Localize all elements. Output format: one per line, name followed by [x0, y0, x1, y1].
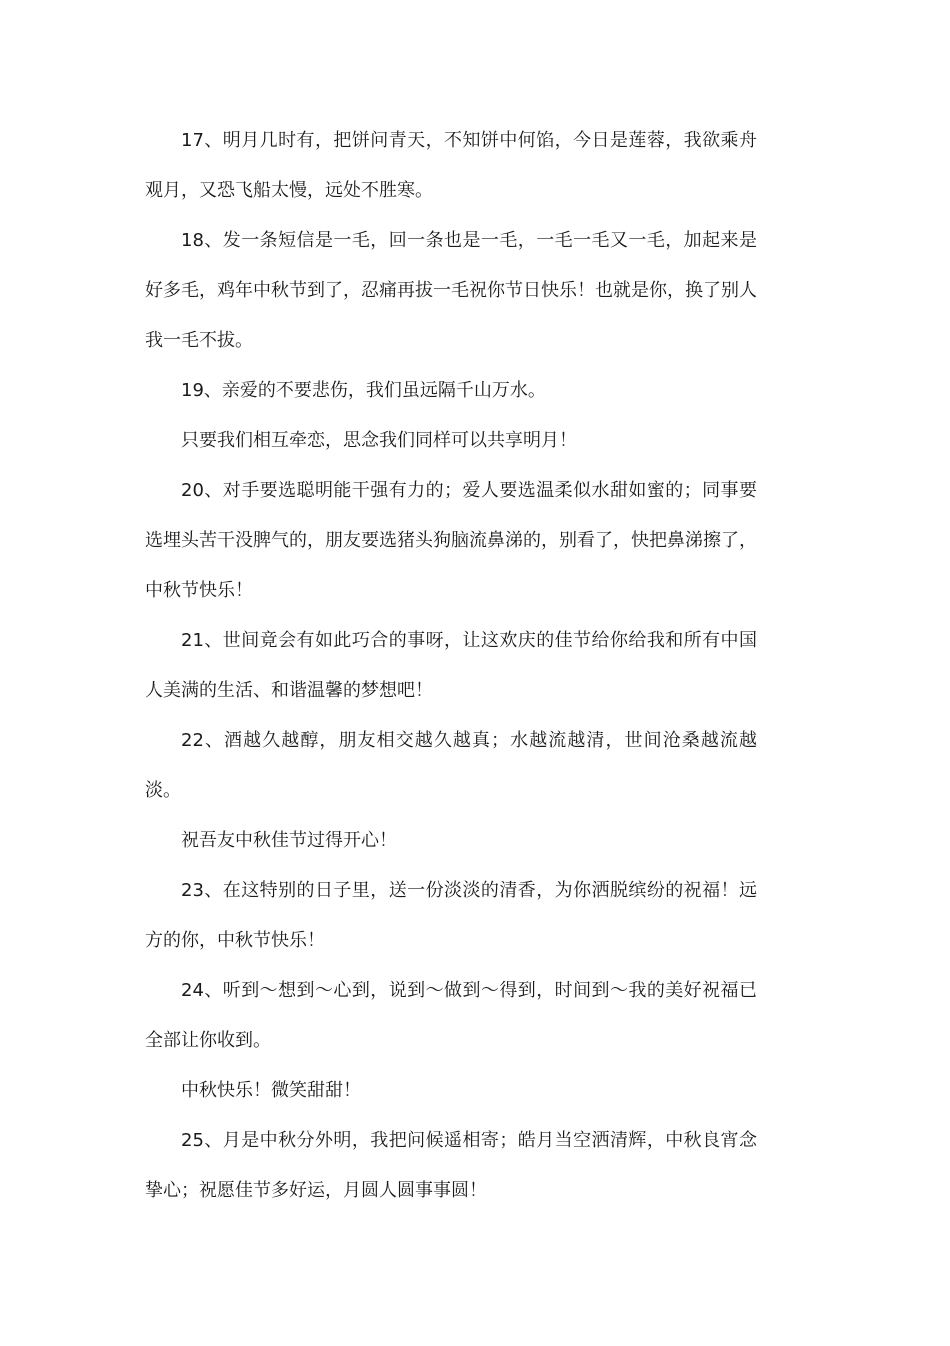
- paragraph-24-continued: 中秋快乐！微笑甜甜！: [181, 1080, 361, 1101]
- paragraph-19: 19、亲爱的不要悲伤，我们虽远隔千山万水。: [181, 380, 546, 401]
- paragraph-23: 23、在这特别的日子里，送一份淡淡的清香，为你洒脱缤纷的祝福！远方的你，中秋节快乐！: [145, 880, 757, 951]
- paragraph-21: 21、世间竟会有如此巧合的事呀，让这欢庆的佳节给你给我和所有中国人美满的生活、和谐温馨的梦想吧！: [145, 630, 757, 701]
- paragraph-22: 22、酒越久越醇，朋友相交越久越真；水越流越清，世间沧桑越流越淡。: [145, 730, 757, 801]
- paragraph-24: 24、听到～想到～心到，说到～做到～得到，时间到～我的美好祝福已全部让你收到。: [145, 980, 757, 1051]
- paragraph-22-continued: 祝吾友中秋佳节过得开心！: [181, 830, 397, 851]
- paragraph-20: 20、对手要选聪明能干强有力的；爱人要选温柔似水甜如蜜的；同事要选埋头苦干没脾气的，朋友要选猪头狗脑流鼻涕的，别看了，快把鼻涕擦了，中秋节快乐！: [145, 480, 757, 601]
- paragraph-25: 25、月是中秋分外明，我把问候遥相寄；皓月当空洒清辉，中秋良宵念挚心；祝愿佳节多好运，月圆人圆事事圆！: [145, 1130, 757, 1201]
- paragraph-19-continued: 只要我们相互牵恋，思念我们同样可以共享明月！: [181, 430, 577, 451]
- paragraph-18: 18、发一条短信是一毛，回一条也是一毛，一毛一毛又一毛，加起来是好多毛，鸡年中秋节到了，忍痛再拔一毛祝你节日快乐！也就是你，换了别人我一毛不拔。: [145, 230, 757, 351]
- document-body: [145, 116, 757, 1216]
- paragraph-17: 17、明月几时有，把饼问青天，不知饼中何馅，今日是莲蓉，我欲乘舟观月，又恐飞船太慢，远处不胜寒。: [145, 130, 757, 201]
